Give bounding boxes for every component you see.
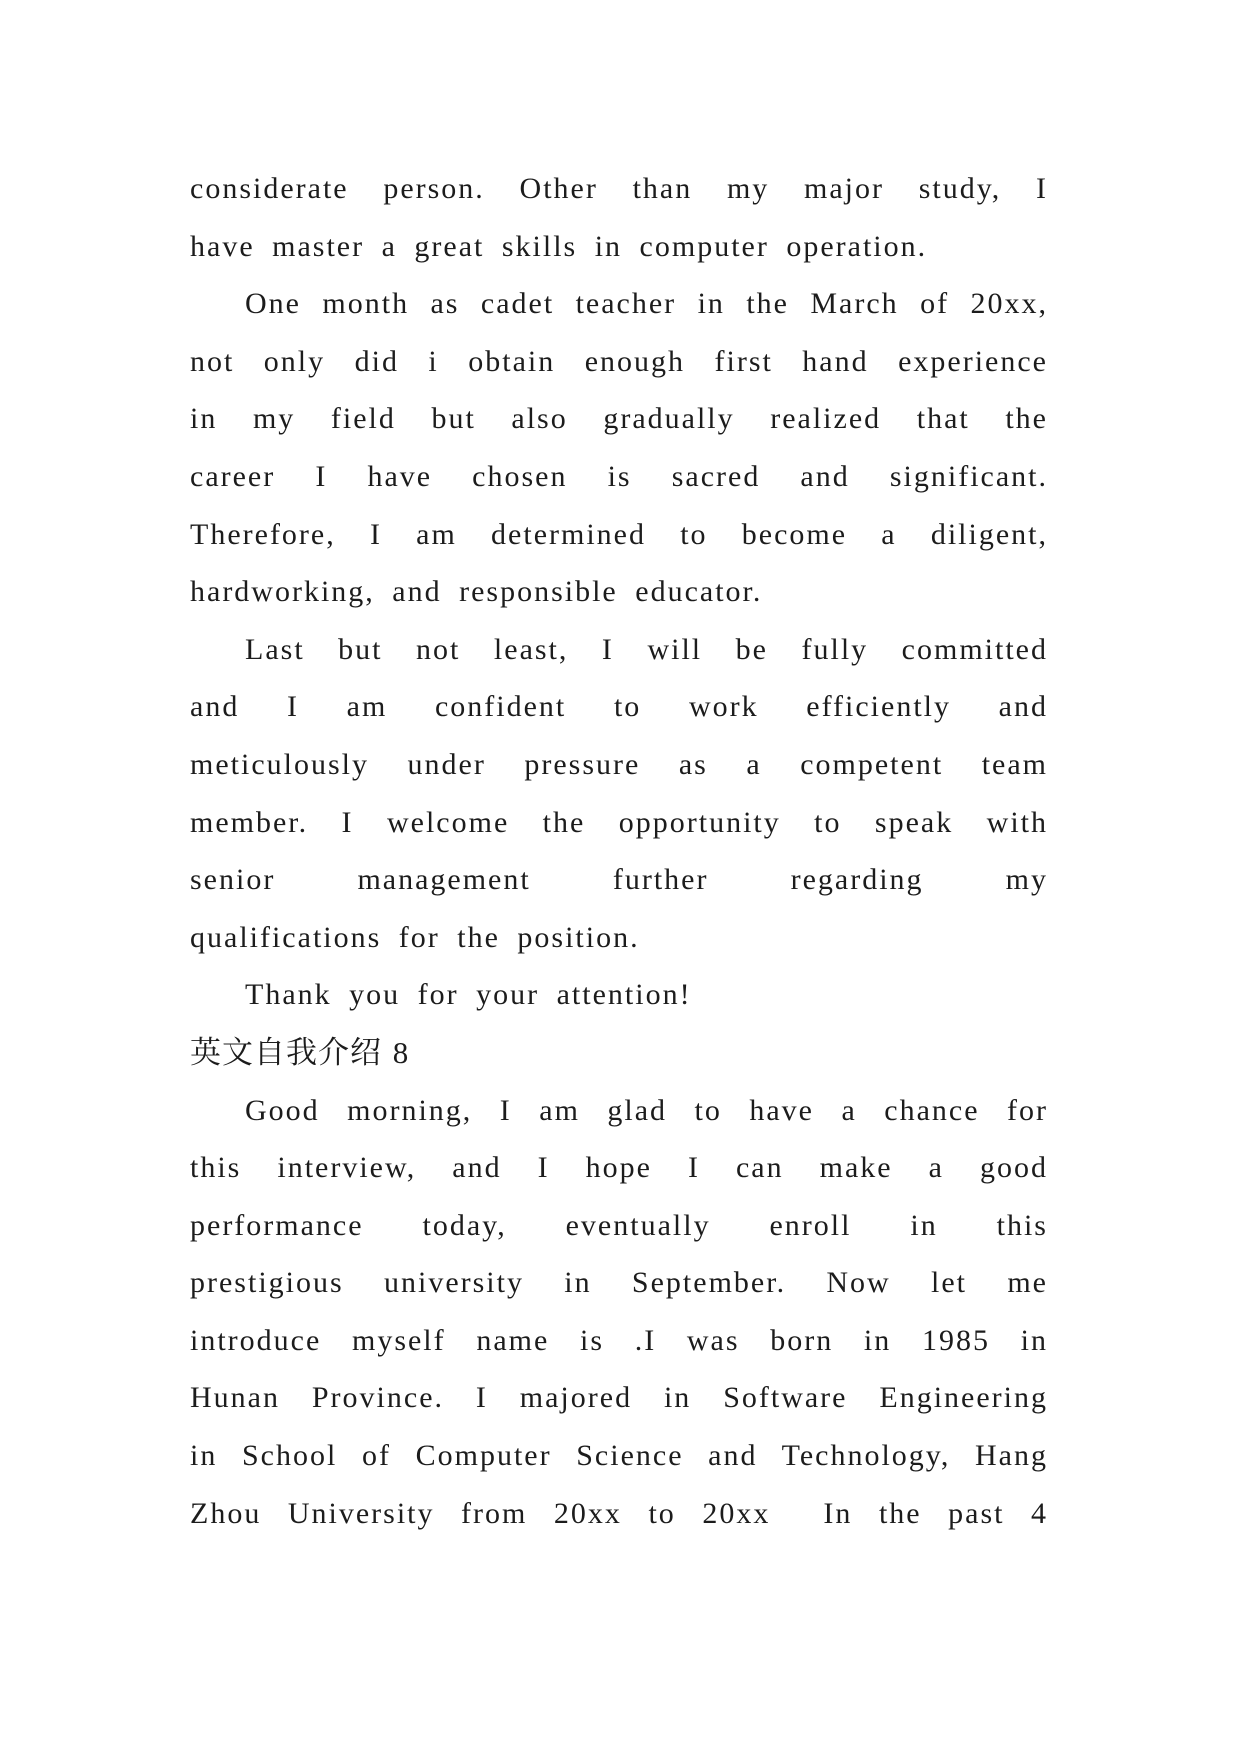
text-line: not only did i obtain enough first hand experience <box>190 344 1048 378</box>
text-line: introduce myself name is .I was born in 1985 in <box>190 1323 1048 1357</box>
text-line: Thank you for your attention! <box>245 978 692 1012</box>
text-line: this interview, and I hope I can make a good <box>190 1151 1048 1185</box>
text-line: qualifications for the position. <box>190 920 640 954</box>
text-block <box>190 160 1048 1542</box>
text-line: Hunan Province. I majored in Software Engineering <box>190 1381 1048 1415</box>
text-line: performance today, eventually enroll in this <box>190 1208 1048 1242</box>
text-line: Last but not least, I will be fully committed <box>245 632 1048 666</box>
text-line: One month as cadet teacher in the March of 20xx, <box>245 287 1048 321</box>
text-line: member. I welcome the opportunity to speak with <box>190 805 1048 839</box>
text-line: have master a great skills in computer operation. <box>190 229 928 263</box>
text-line: hardworking, and responsible educator. <box>190 575 763 609</box>
text-line: Zhou University from 20xx to 20xx In the past 4 <box>190 1496 1048 1530</box>
text-line: career I have chosen is sacred and significant. <box>190 459 1048 493</box>
text-line: Good morning, I am glad to have a chance for <box>245 1093 1048 1127</box>
section-heading: 英文自我介绍 8 <box>190 1034 410 1070</box>
text-line: prestigious university in September. Now let me <box>190 1266 1048 1300</box>
text-line: and I am confident to work efficiently and <box>190 690 1048 724</box>
text-line: Therefore, I am determined to become a diligent, <box>190 517 1048 551</box>
text-line: meticulously under pressure as a competent team <box>190 747 1048 781</box>
text-line: in School of Computer Science and Technology, Hang <box>190 1439 1048 1473</box>
text-line: considerate person. Other than my major study, I <box>190 172 1048 205</box>
text-line: senior management further regarding my <box>190 863 1048 897</box>
text-line: in my field but also gradually realized that the <box>190 402 1048 436</box>
